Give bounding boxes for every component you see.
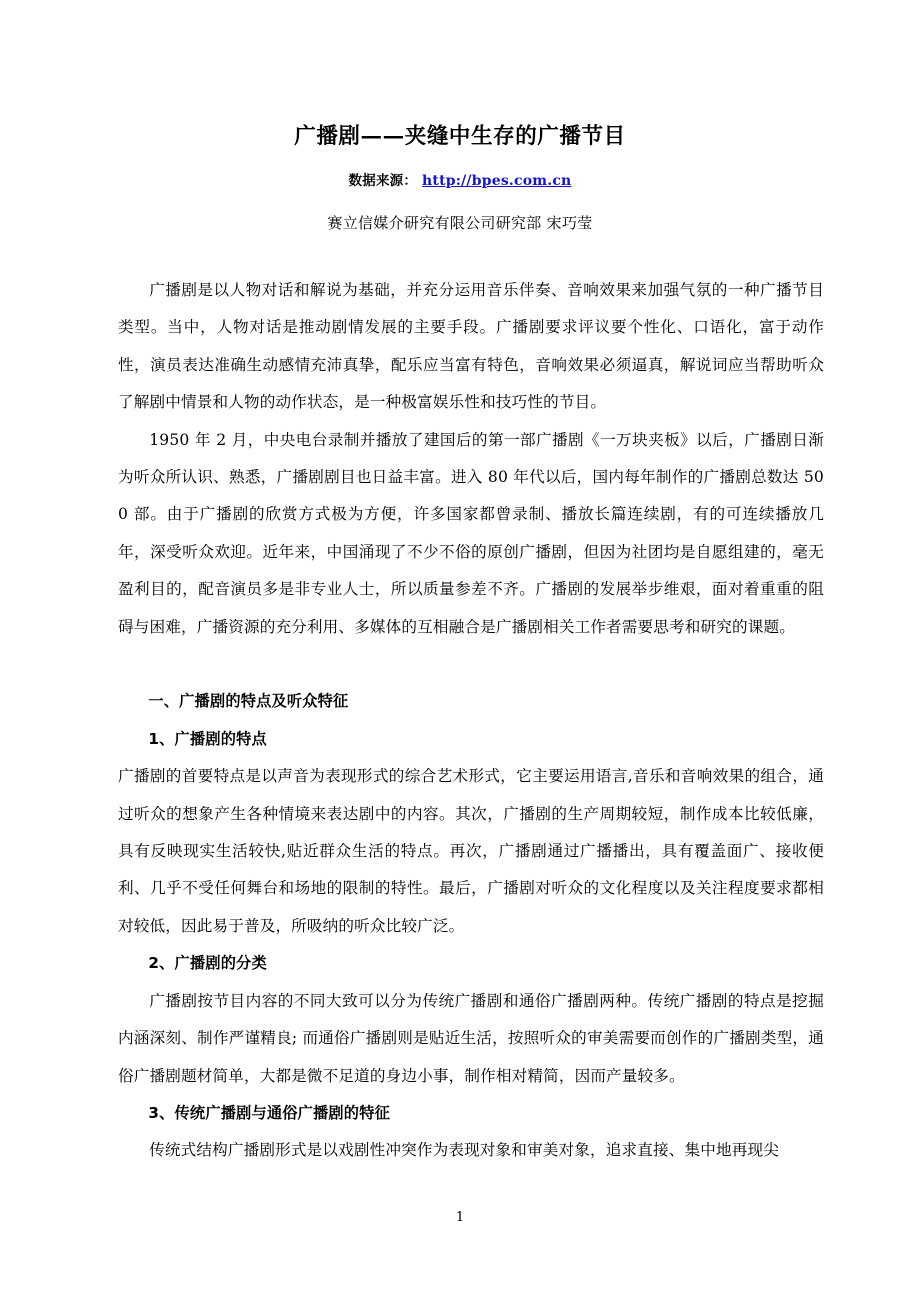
page-number: 1 [455, 1210, 465, 1225]
page-title: 广播剧——夹缝中生存的广播节目 [294, 124, 626, 149]
subsection-heading-3: 3、传统广播剧与通俗广播剧的特征 [148, 1103, 390, 1122]
subsection-heading-1: 1、广播剧的特点 [148, 729, 267, 748]
title-block [98, 120, 822, 236]
paragraph-intro-1: 广播剧是以人物对话和解说为基础，并充分运用音乐伴奏、音响效果来加强气氛的一种广播节目类型。当中，人物对话是推动剧情发展的主要手段。广播剧要求评议要个性化、口语化，富于动作性，演员表达准确生动感情充沛真挚，配乐应当富有特色，音响效果必须逼真，解说词应当帮助听众了解剧中情景和人物的动作状态，是一种极富娱乐性和技巧性的节目。 [118, 281, 824, 412]
paragraph-sub-3: 传统式结构广播剧形式是以戏剧性冲突作为表现对象和审美对象，追求直接、集中地再现尖 [149, 1141, 779, 1160]
source-url-link[interactable]: http://bpes.com.cn [422, 173, 572, 189]
paragraph-sub-2: 广播剧按节目内容的不同大致可以分为传统广播剧和通俗广播剧两种。传统广播剧的特点是挖掘内涵深刻、制作严谨精良; 而通俗广播剧则是贴近生活，按照听众的审美需要而创作的广播剧类型，通俗广播剧题材简单，大都是微不足道的身边小事，制作相对精简，因而产量较多。 [118, 991, 824, 1085]
subsection-heading-2: 2、广播剧的分类 [148, 954, 267, 973]
paragraph-intro-2: 1950 年 2 月，中央电台录制并播放了建国后的第一部广播剧《一万块夹板》以后，广播剧日渐为听众所认识、熟悉，广播剧剧目也日益丰富。进入 80 年代以后，国内每年制作的广播剧总数达 500 部。由于广播剧的欣赏方式极为方便，许多国家都曾录制、播放长篇连续剧，有的可连续播放几年，深受听众欢迎。近年来，中国涌现了不少不俗的原创广播剧，但因为社团均是自愿组建的，毫无盈利目的，配音演员多是非专业人士，所以质量参差不齐。广播剧的发展举步维艰，面对着重重的阻碍与困难，广播资源的充分利用、多媒体的互相融合是广播剧相关工作者需要思考和研究的课题。 [118, 430, 824, 636]
source-line [98, 169, 822, 193]
paragraph-sub-1: 广播剧的首要特点是以声音为表现形式的综合艺术形式，它主要运用语言,音乐和音响效果的组合，通过听众的想象产生各种情境来表达剧中的内容。其次，广播剧的生产周期较短，制作成本比较低廉，具有反映现实生活较快,贴近群众生活的特点。再次，广播剧通过广播播出，具有覆盖面广、接收便利、几乎不受任何舞台和场地的限制的特性。最后，广播剧对听众的文化程度以及关注程度要求都相对较低，因此易于普及，所吸纳的听众比较广泛。 [118, 767, 824, 935]
spacer [118, 646, 824, 683]
byline: 赛立信媒介研究有限公司研究部 宋巧莹 [327, 214, 593, 232]
page-footer [0, 1206, 920, 1228]
document-body [118, 272, 824, 1170]
section-heading-1: 一、广播剧的特点及听众特征 [148, 692, 349, 711]
source-label: 数据来源： [348, 173, 418, 189]
